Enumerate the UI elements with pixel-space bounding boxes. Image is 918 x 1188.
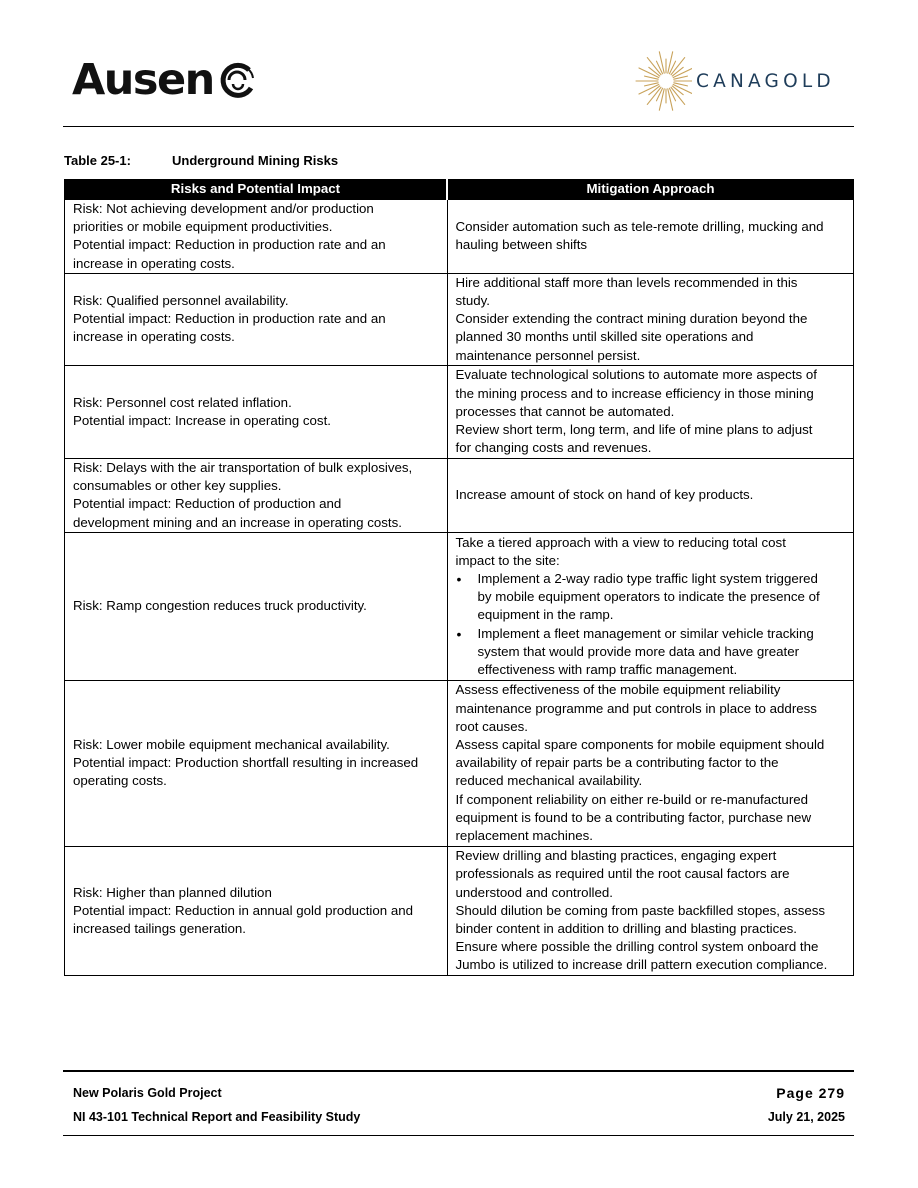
bullet-line: effectiveness with ramp traffic management. <box>477 661 738 677</box>
mitigation-bullet-list <box>456 570 846 679</box>
mitigation-cell <box>447 680 854 846</box>
mitigation-line: processes that cannot be automated. <box>455 403 675 419</box>
footer-page-number: Page 279 <box>776 1085 845 1101</box>
mitigation-line: Consider automation such as tele-remote drilling, mucking and <box>455 219 824 235</box>
mitigation-cell <box>447 365 854 458</box>
footer-divider-bottom <box>63 1135 854 1136</box>
table-title: Underground Mining Risks <box>172 153 339 168</box>
mitigation-line: Consider extending the contract mining duration beyond the <box>455 311 808 327</box>
risk-line: Risk: Personnel cost related inflation. <box>73 394 292 410</box>
mitigation-line: hauling between shifts <box>455 237 588 253</box>
mitigation-cell <box>447 273 854 365</box>
mitigation-line: maintenance programme and put controls in place to address <box>455 700 817 716</box>
risk-line: increased tailings generation. <box>73 920 246 936</box>
bullet-line: system that would provide more data and have greater <box>477 643 800 659</box>
risk-line: consumables or other key supplies. <box>73 478 282 494</box>
risk-cell <box>65 458 448 532</box>
risk-line: priorities or mobile equipment productivities. <box>73 219 333 235</box>
mitigation-line: maintenance personnel persist. <box>455 347 641 363</box>
mitigation-line: Hire additional staff more than levels recommended in this <box>455 274 798 290</box>
table-row <box>65 680 854 846</box>
risk-line: Potential impact: Reduction in production rate and an <box>73 237 386 253</box>
risk-cell <box>65 846 448 975</box>
mitigation-line: professionals as required until the root causal factors are <box>455 866 790 882</box>
footer-divider-top <box>63 1070 854 1072</box>
mitigation-cell <box>447 532 854 680</box>
mitigation-line: Assess effectiveness of the mobile equipment reliability <box>455 682 781 698</box>
risk-cell <box>65 365 448 458</box>
mitigation-cell <box>447 846 854 975</box>
mitigation-line: the mining process and to increase efficiency in those mining <box>455 385 814 401</box>
risk-line: Risk: Lower mobile equipment mechanical availability. <box>73 737 390 753</box>
risk-table <box>64 179 854 976</box>
mitigation-line: root causes. <box>455 718 528 734</box>
table-row <box>65 846 854 975</box>
ausenco-logo-wordmark: Ausen <box>72 55 214 105</box>
mitigation-line: impact to the site: <box>455 552 560 568</box>
mitigation-line: equipment is found to be a contributing factor, purchase new <box>455 809 812 825</box>
table-row <box>65 365 854 458</box>
mitigation-line: planned 30 months until skilled site operations and <box>455 329 754 345</box>
mitigation-line: Jumbo is utilized to increase drill pattern execution compliance. <box>455 957 828 973</box>
bullet-line: • Implement a fleet management or similar vehicle tracking <box>477 625 814 641</box>
mitigation-line: reduced mechanical availability. <box>455 773 643 789</box>
ausenco-swirl-icon <box>215 58 259 102</box>
mitigation-line: If component reliability on either re-build or re-manufactured <box>455 791 809 807</box>
mitigation-line: Increase amount of stock on hand of key products. <box>455 487 754 503</box>
risk-line: Risk: Ramp congestion reduces truck productivity. <box>73 598 367 614</box>
risk-line: development mining and an increase in operating costs. <box>73 514 402 530</box>
mitigation-line: Evaluate technological solutions to automate more aspects of <box>455 367 817 383</box>
table-row <box>65 200 854 274</box>
list-item <box>456 570 846 625</box>
sunburst-icon <box>630 48 692 114</box>
bullet-line: by mobile equipment operators to indicate the presence of <box>477 589 820 605</box>
risk-line: operating costs. <box>73 773 167 789</box>
mitigation-cell <box>447 200 854 274</box>
header-risks: Risks and Potential Impact <box>65 180 448 200</box>
risk-cell <box>65 532 448 680</box>
risk-line: increase in operating costs. <box>73 329 235 345</box>
canagold-wordmark: CANAGOLD <box>696 70 835 92</box>
mitigation-line: Assess capital spare components for mobile equipment should <box>455 737 825 753</box>
bullet-line: equipment in the ramp. <box>477 607 614 623</box>
risk-line: Risk: Not achieving development and/or production <box>73 201 374 216</box>
mitigation-cell <box>447 458 854 532</box>
mitigation-line: Review drilling and blasting practices, engaging expert <box>455 848 777 864</box>
risk-line: Potential impact: Reduction of production and <box>73 496 342 512</box>
risk-line: Potential impact: Reduction in annual gold production and <box>73 902 414 918</box>
risk-line: Potential impact: Production shortfall resulting in increased <box>73 755 419 771</box>
footer-report: NI 43-101 Technical Report and Feasibility Study <box>73 1110 361 1124</box>
risk-cell <box>65 680 448 846</box>
table-caption <box>64 153 338 168</box>
mitigation-line: availability of repair parts be a contributing factor to the <box>455 755 779 771</box>
table-number: Table 25-1: <box>64 153 131 168</box>
bullet-line: • Implement a 2-way radio type traffic light system triggered <box>477 570 818 586</box>
list-item <box>456 625 846 680</box>
footer-date: July 21, 2025 <box>767 1110 845 1124</box>
header-divider <box>63 126 854 127</box>
table-row <box>65 532 854 680</box>
mitigation-line: Ensure where possible the drilling control system onboard the <box>455 939 819 955</box>
risk-line: Potential impact: Reduction in production rate and an <box>73 311 386 327</box>
mitigation-line: for changing costs and revenues. <box>455 440 652 456</box>
risk-line: increase in operating costs. <box>73 255 235 271</box>
mitigation-line: Should dilution be coming from paste backfilled stopes, assess <box>455 902 826 918</box>
footer-project: New Polaris Gold Project <box>73 1086 222 1100</box>
risk-cell <box>65 273 448 365</box>
mitigation-line: understood and controlled. <box>455 884 613 900</box>
risk-line: Risk: Delays with the air transportation of bulk explosives, <box>73 459 413 475</box>
mitigation-line: study. <box>455 293 490 309</box>
risk-line: Potential impact: Increase in operating cost. <box>73 412 331 428</box>
risk-line: Risk: Higher than planned dilution <box>73 884 272 900</box>
risk-line: Risk: Qualified personnel availability. <box>73 293 289 309</box>
header-mitigation: Mitigation Approach <box>447 180 854 200</box>
table-header-row <box>65 180 854 200</box>
table-row <box>65 458 854 532</box>
risk-cell <box>65 200 448 274</box>
mitigation-line: replacement machines. <box>455 828 593 844</box>
canagold-logo <box>630 48 835 114</box>
mitigation-line: binder content in addition to drilling and blasting practices. <box>455 920 797 936</box>
mitigation-line: Review short term, long term, and life of mine plans to adjust <box>455 421 813 437</box>
mitigation-line: Take a tiered approach with a view to reducing total cost <box>455 534 786 550</box>
table-row <box>65 273 854 365</box>
ausenco-logo <box>72 55 259 105</box>
